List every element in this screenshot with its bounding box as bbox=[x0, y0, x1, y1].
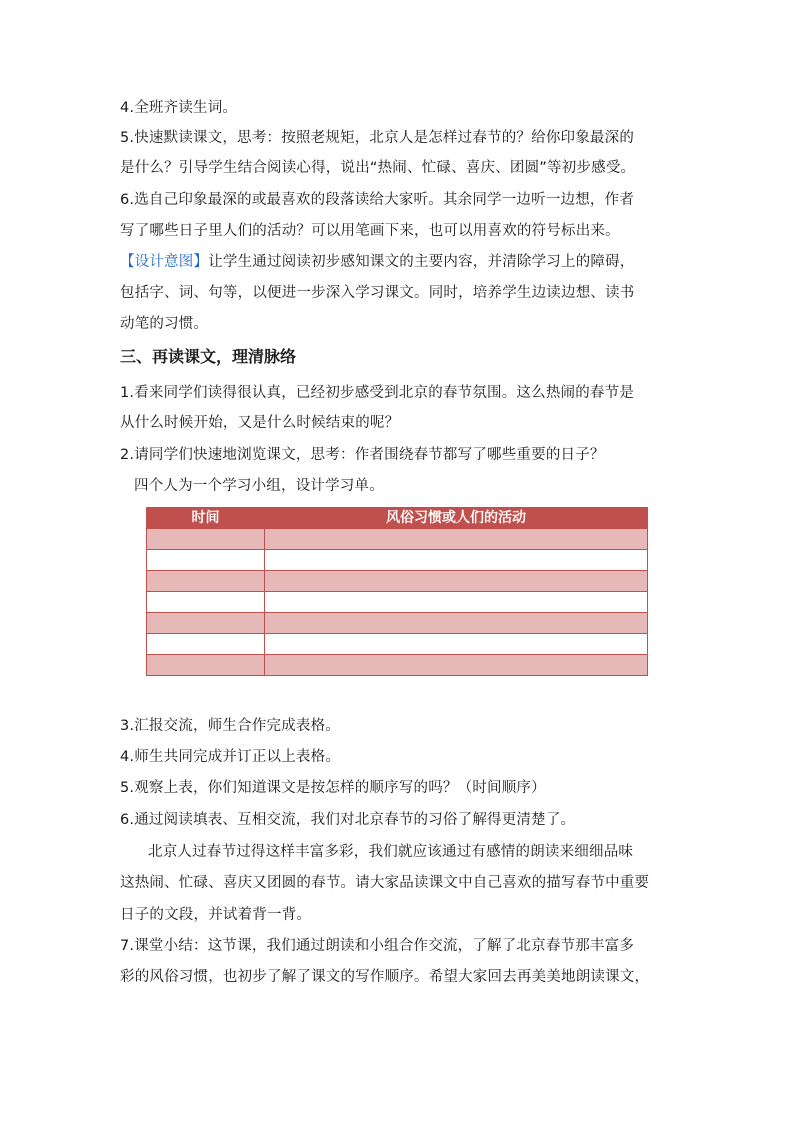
study-sheet-table bbox=[146, 507, 648, 676]
text-line: 3.汇报交流，师生合作完成表格。 bbox=[120, 718, 341, 734]
text-line: 5.快速默读课文，思考：按照老规矩，北京人是怎样过春节的？给你印象最深的 bbox=[120, 130, 635, 146]
table-cell bbox=[147, 529, 265, 550]
text-line: 动笔的习惯。 bbox=[120, 316, 209, 332]
table-cell bbox=[265, 655, 648, 676]
table-cell bbox=[147, 634, 265, 655]
text-line: 6.选自己印象最深的或最喜欢的段落读给大家听。其余同学一边听一边想，作者 bbox=[120, 192, 635, 208]
text-line: 日子的文段，并试着背一背。 bbox=[120, 907, 312, 923]
table-row bbox=[147, 613, 648, 634]
text-line: 写了哪些日子里人们的活动？可以用笔画下来，也可以用喜欢的符号标出来。 bbox=[120, 223, 620, 239]
text-line: 是什么？引导学生结合阅读心得，说出“热闹、忙碌、喜庆、团圆”等初步感受。 bbox=[120, 160, 636, 176]
design-intent-tag: 【设计意图】 bbox=[120, 254, 209, 270]
text-line: 2.请同学们快速地浏览课文，思考：作者围绕春节都写了哪些重要的日子？ bbox=[120, 447, 605, 463]
design-intent-text: 让学生通过阅读初步感知课文的主要内容，并清除学习上的障碍， bbox=[208, 254, 635, 270]
text-line: 这热闹、忙碌、喜庆又团圆的春节。请大家品读课文中自己喜欢的描写春节中重要 bbox=[120, 875, 650, 891]
text-line: 北京人过春节过得这样丰富多彩，我们就应该通过有感情的朗读来细细品味 bbox=[148, 844, 634, 860]
text-line: 6.通过阅读填表、互相交流，我们对北京春节的习俗了解得更清楚了。 bbox=[120, 812, 576, 828]
design-intent-line bbox=[120, 252, 635, 272]
text-line: 包括字、词、句等，以便进一步深入学习课文。同时，培养学生边读边想、读书 bbox=[120, 285, 635, 301]
table-cell bbox=[147, 655, 265, 676]
text-line: 7.课堂小结：这节课，我们通过朗读和小组合作交流，了解了北京春节那丰富多 bbox=[120, 938, 635, 954]
text-line: 从什么时候开始，又是什么时候结束的呢？ bbox=[120, 415, 400, 431]
table-cell bbox=[265, 592, 648, 613]
table-header-time: 时间 bbox=[147, 508, 265, 529]
table-cell bbox=[147, 613, 265, 634]
table-cell bbox=[265, 550, 648, 571]
text-line: 1.看来同学们读得很认真，已经初步感受到北京的春节氛围。这么热闹的春节是 bbox=[120, 385, 635, 401]
table-cell bbox=[147, 571, 265, 592]
text-line: 四个人为一个学习小组，设计学习单。 bbox=[134, 478, 384, 494]
text-line: 5.观察上表，你们知道课文是按怎样的顺序写的吗？（时间顺序） bbox=[120, 780, 546, 796]
table-cell bbox=[265, 613, 648, 634]
table-cell bbox=[147, 592, 265, 613]
table-cell bbox=[265, 571, 648, 592]
table-row bbox=[147, 529, 648, 550]
table-header-activities: 风俗习惯或人们的活动 bbox=[265, 508, 648, 529]
text-line: 4.师生共同完成并订正以上表格。 bbox=[120, 749, 341, 765]
table-cell bbox=[265, 634, 648, 655]
table-cell bbox=[147, 550, 265, 571]
text-line: 彩的风俗习惯，也初步了解了课文的写作顺序。希望大家回去再美美地朗读课文， bbox=[120, 969, 650, 985]
table-row bbox=[147, 550, 648, 571]
table-row bbox=[147, 655, 648, 676]
table-row bbox=[147, 634, 648, 655]
table-row bbox=[147, 592, 648, 613]
text-line: 4.全班齐读生词。 bbox=[120, 100, 238, 116]
table-row bbox=[147, 571, 648, 592]
table-cell bbox=[265, 529, 648, 550]
section-heading: 三、再读课文，理清脉络 bbox=[120, 347, 297, 366]
